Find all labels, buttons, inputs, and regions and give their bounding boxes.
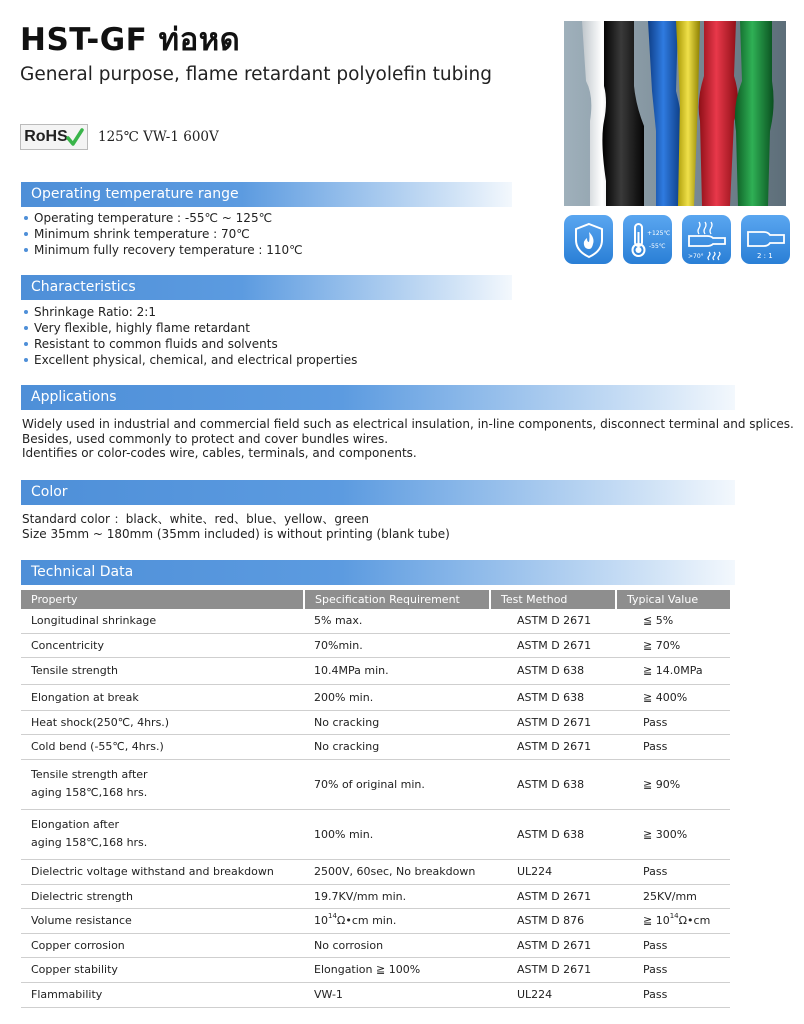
spec-cell: 2500V, 60sec, No breakdown xyxy=(304,859,490,884)
spec-base: 10 xyxy=(314,914,328,927)
operating-temperature-list xyxy=(22,210,303,258)
property-cell: Longitudinal shrinkage xyxy=(21,609,304,633)
page-subtitle: General purpose, flame retardant polyolefin tubing xyxy=(20,64,492,85)
flame-retardant-icon xyxy=(564,215,613,264)
applications-text xyxy=(22,417,794,461)
table-row xyxy=(21,908,730,933)
table-row xyxy=(21,933,730,957)
value-cell: 25KV/mm xyxy=(616,884,730,908)
thermometer-high-label: +125℃ xyxy=(646,229,670,237)
shrink-ratio-label: 2 : 1 xyxy=(756,251,773,260)
property-line: aging 158℃,168 hrs. xyxy=(31,836,148,849)
value-cell: ≦ 5% xyxy=(616,609,730,633)
value-cell xyxy=(616,908,730,933)
table-row xyxy=(21,710,730,734)
rohs-logo xyxy=(20,124,88,150)
color-text xyxy=(22,512,450,541)
color-heading: Color xyxy=(21,480,735,505)
spec-cell: 100% min. xyxy=(304,809,490,859)
paragraph-line: Size 35mm ~ 180mm (35mm included) is without printing (blank tube) xyxy=(22,526,450,541)
value-cell: Pass xyxy=(616,957,730,982)
spec-cell: 200% min. xyxy=(304,684,490,710)
method-cell: UL224 xyxy=(490,982,616,1007)
column-header: Specification Requirement xyxy=(304,590,490,609)
thermometer-low-label: -55℃ xyxy=(648,242,666,250)
property-cell: Cold bend (-55℃, 4hrs.) xyxy=(21,734,304,759)
spec-cell: VW-1 xyxy=(304,982,490,1007)
method-cell: ASTM D 638 xyxy=(490,759,616,809)
applications-heading: Applications xyxy=(21,385,735,410)
list-item: Excellent physical, chemical, and electrical properties xyxy=(22,352,357,368)
method-cell: ASTM D 2671 xyxy=(490,609,616,633)
value-cell: ≧ 70% xyxy=(616,633,730,657)
method-cell: ASTM D 2671 xyxy=(490,957,616,982)
value-cell: Pass xyxy=(616,859,730,884)
table-row xyxy=(21,609,730,633)
spec-cell: Elongation ≧ 100% xyxy=(304,957,490,982)
method-cell: UL224 xyxy=(490,859,616,884)
feature-icons xyxy=(564,215,790,264)
property-line: Elongation after xyxy=(31,818,120,831)
property-cell: Flammability xyxy=(21,982,304,1007)
spec-cell xyxy=(304,908,490,933)
page-title: HST-GF ท่อหด xyxy=(20,22,241,58)
value-exponent: 14 xyxy=(669,912,679,920)
operating-temperature-heading: Operating temperature range xyxy=(21,182,512,207)
heat-shrink-label: >70° xyxy=(687,252,704,260)
value-cell: Pass xyxy=(616,982,730,1007)
method-cell: ASTM D 638 xyxy=(490,809,616,859)
table-row xyxy=(21,809,730,859)
table-row xyxy=(21,884,730,908)
value-cell: Pass xyxy=(616,710,730,734)
characteristics-list xyxy=(22,304,357,368)
method-cell: ASTM D 638 xyxy=(490,657,616,684)
property-cell: Heat shock(250℃, 4hrs.) xyxy=(21,710,304,734)
property-cell: Dielectric voltage withstand and breakdown xyxy=(21,859,304,884)
property-line: Tensile strength after xyxy=(31,768,148,781)
spec-cell: 70% of original min. xyxy=(304,759,490,809)
property-cell xyxy=(21,759,304,809)
method-cell: ASTM D 2671 xyxy=(490,734,616,759)
heat-shrink-icon xyxy=(682,215,731,264)
property-cell: Concentricity xyxy=(21,633,304,657)
property-cell: Dielectric strength xyxy=(21,884,304,908)
shrink-ratio-icon xyxy=(741,215,790,264)
property-cell: Volume resistance xyxy=(21,908,304,933)
property-line: aging 158℃,168 hrs. xyxy=(31,786,148,799)
paragraph-line: Widely used in industrial and commercial field such as electrical insulation, in-line components, disconnect terminal and splices. xyxy=(22,417,794,431)
spec-cell: No corrosion xyxy=(304,933,490,957)
list-item: Shrinkage Ratio: 2:1 xyxy=(22,304,357,320)
value-cell: Pass xyxy=(616,734,730,759)
method-cell: ASTM D 2671 xyxy=(490,633,616,657)
technical-data-heading: Technical Data xyxy=(21,560,735,585)
property-cell xyxy=(21,809,304,859)
table-row xyxy=(21,657,730,684)
table-row xyxy=(21,982,730,1007)
thermometer-icon xyxy=(623,215,672,264)
property-cell: Copper corrosion xyxy=(21,933,304,957)
spec-cell: 10.4MPa min. xyxy=(304,657,490,684)
method-cell: ASTM D 2671 xyxy=(490,710,616,734)
value-cell: ≧ 90% xyxy=(616,759,730,809)
property-cell: Elongation at break xyxy=(21,684,304,710)
property-cell: Tensile strength xyxy=(21,657,304,684)
table-row xyxy=(21,859,730,884)
technical-data-table xyxy=(21,590,730,1008)
spec-cell: No cracking xyxy=(304,734,490,759)
spec-cell: 19.7KV/mm min. xyxy=(304,884,490,908)
paragraph-line: Identifies or color-codes wire, cables, terminals, and components. xyxy=(22,446,417,460)
value-cell: ≧ 400% xyxy=(616,684,730,710)
method-cell: ASTM D 638 xyxy=(490,684,616,710)
list-item: Operating temperature : -55℃ ~ 125℃ xyxy=(22,210,303,226)
value-cell: ≧ 300% xyxy=(616,809,730,859)
list-item: Very flexible, highly flame retardant xyxy=(22,320,357,336)
spec-cell: 5% max. xyxy=(304,609,490,633)
property-cell: Copper stability xyxy=(21,957,304,982)
table-row xyxy=(21,759,730,809)
spec-unit: Ω•cm min. xyxy=(336,914,397,927)
table-row xyxy=(21,684,730,710)
table-row xyxy=(21,734,730,759)
spec-exponent: 14 xyxy=(328,912,337,920)
table-row xyxy=(21,633,730,657)
table-row xyxy=(21,957,730,982)
spec-cell: No cracking xyxy=(304,710,490,734)
product-photo xyxy=(564,21,786,206)
list-item: Resistant to common fluids and solvents xyxy=(22,336,357,352)
certification-row xyxy=(20,124,219,150)
checkmark-icon xyxy=(66,127,84,147)
paragraph-line: Standard color ：black、white、red、blue、yellow、green xyxy=(22,512,370,526)
paragraph-line: Besides, used commonly to protect and cover bundles wires. xyxy=(22,431,389,446)
column-header: Property xyxy=(21,590,304,609)
column-header: Test Method xyxy=(490,590,616,609)
method-cell: ASTM D 2671 xyxy=(490,933,616,957)
value-cell: Pass xyxy=(616,933,730,957)
list-item: Minimum shrink temperature : 70℃ xyxy=(22,226,303,242)
value-unit: Ω•cm xyxy=(678,914,711,927)
characteristics-heading: Characteristics xyxy=(21,275,512,300)
method-cell: ASTM D 2671 xyxy=(490,884,616,908)
rohs-logo-text: RoHS xyxy=(24,128,68,145)
list-item: Minimum fully recovery temperature : 110℃ xyxy=(22,242,303,258)
method-cell: ASTM D 876 xyxy=(490,908,616,933)
spec-cell: 70%min. xyxy=(304,633,490,657)
value-prefix: ≧ 10 xyxy=(643,914,670,927)
column-header: Typical Value xyxy=(616,590,730,609)
value-cell: ≧ 14.0MPa xyxy=(616,657,730,684)
rating-spec: 125℃ VW-1 600V xyxy=(98,129,219,145)
table-header-row xyxy=(21,590,730,609)
